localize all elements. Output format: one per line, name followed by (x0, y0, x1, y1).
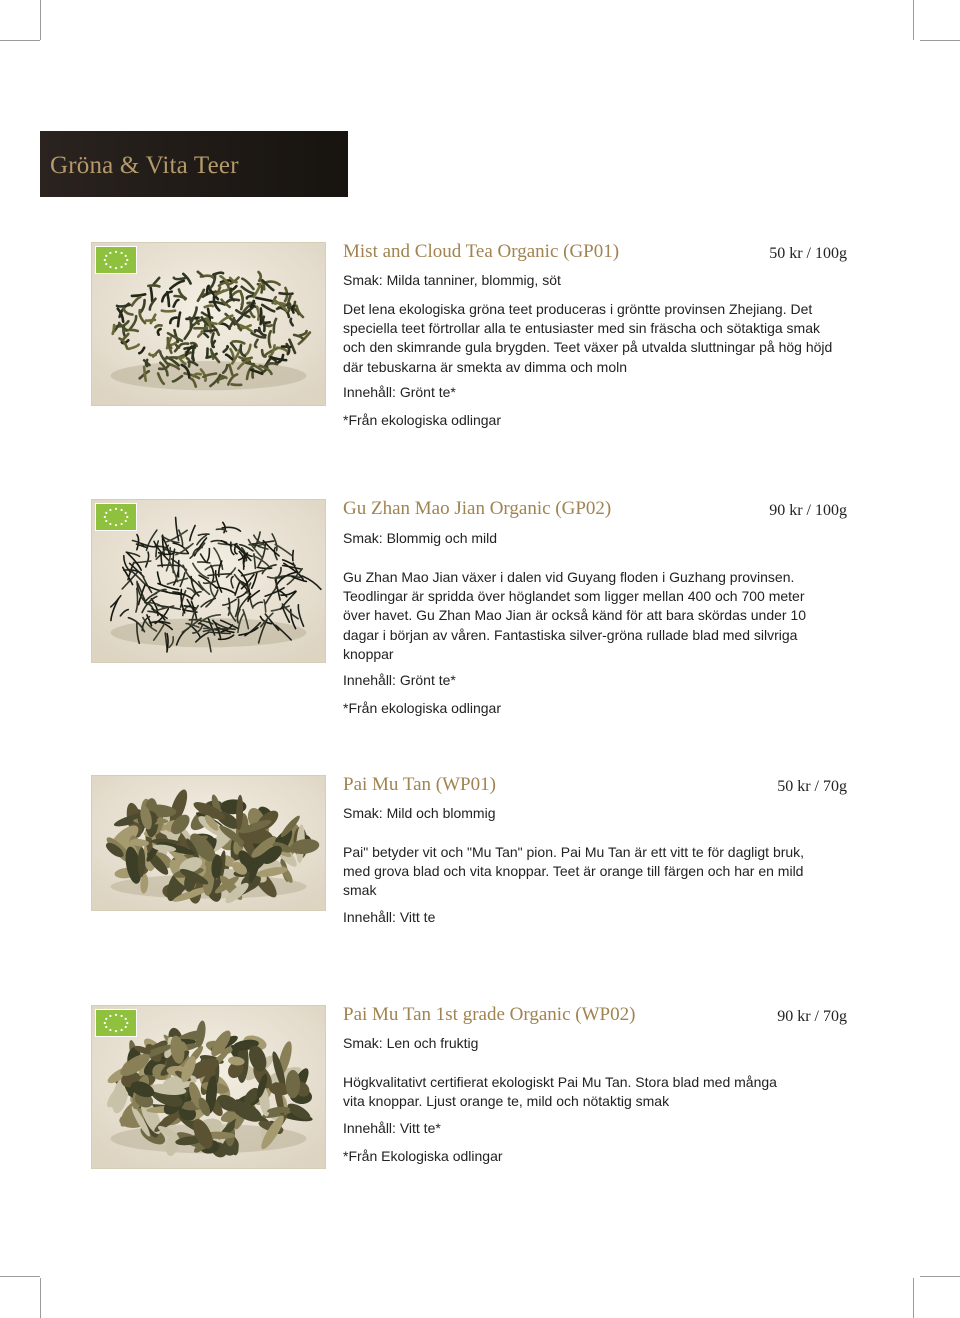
description-line: Teodlingar är spridda över höglandet som ligger mellan 400 och 700 meter (343, 588, 805, 605)
product-description (343, 568, 863, 664)
description-line: vita knoppar. Ljust orange te, mild och nötaktig smak (343, 1093, 670, 1110)
description-line: dagar i början av våren. Fantastiska silver-gröna rullade blad med silvriga (343, 626, 798, 643)
organic-note: *Från ekologiska odlingar (343, 412, 501, 428)
product-title: Pai Mu Tan (WP01) (343, 774, 496, 795)
product-price: 90 kr / 70g (777, 1008, 847, 1025)
description-line: där tebuskarna är smekta av dimma och moln (343, 358, 628, 375)
crop-mark (0, 40, 40, 41)
product-taste: Smak: Len och fruktig (343, 1035, 479, 1051)
product-price: 50 kr / 100g (769, 245, 847, 262)
eu-organic-leaf-icon (95, 1009, 137, 1037)
description-line: och den skimrande gula brygden. Teet växer på utvalda sluttningar på hög höjd (343, 339, 833, 356)
product-price: 90 kr / 100g (769, 502, 847, 519)
product-photo (91, 242, 326, 406)
crop-mark (913, 0, 914, 40)
product-description (343, 1073, 863, 1111)
organic-note: *Från Ekologiska odlingar (343, 1148, 503, 1164)
description-line: speciella teet förtrollar alla te entusiaster med sin fräscha och sötaktiga smak (343, 320, 821, 337)
product-contents: Innehåll: Vitt te (343, 909, 436, 925)
description-line: över havet. Gu Zhan Mao Jian är också känd för att bara skördas under 10 (343, 607, 807, 624)
product-title: Mist and Cloud Tea Organic (GP01) (343, 241, 620, 262)
eu-organic-leaf-icon (95, 246, 137, 274)
product-photo (91, 499, 326, 663)
description-line: Högkvalitativt certifierat ekologiskt Pai Mu Tan. Stora blad med många (343, 1074, 777, 1090)
description-line: smak (343, 882, 377, 899)
description-line: med grova blad och vita knoppar. Teet är orange till färgen och har en mild (343, 863, 804, 880)
crop-mark (913, 1278, 914, 1318)
organic-note: *Från ekologiska odlingar (343, 700, 501, 716)
crop-mark (40, 1278, 41, 1318)
product-title: Gu Zhan Mao Jian Organic (GP02) (343, 498, 612, 519)
crop-mark (920, 1276, 960, 1277)
product-description (343, 300, 863, 377)
product-taste: Smak: Milda tanniner, blommig, söt (343, 272, 561, 288)
product-taste: Smak: Blommig och mild (343, 530, 498, 546)
description-line: Pai" betyder vit och "Mu Tan" pion. Pai Mu Tan är ett vitt te för dagligt bruk, (343, 844, 805, 860)
crop-mark (920, 40, 960, 41)
eu-organic-leaf-icon (95, 503, 137, 531)
product-photo (91, 1005, 326, 1169)
crop-mark (0, 1276, 40, 1277)
product-contents: Innehåll: Grönt te* (343, 672, 456, 688)
product-title: Pai Mu Tan 1st grade Organic (WP02) (343, 1004, 636, 1025)
description-line: Gu Zhan Mao Jian växer i dalen vid Guyang floden i Guzhang provinsen. (343, 569, 795, 585)
description-line: knoppar (343, 645, 394, 662)
product-description (343, 843, 863, 901)
product-contents: Innehåll: Vitt te* (343, 1120, 441, 1136)
product-taste: Smak: Mild och blommig (343, 805, 496, 821)
product-photo (91, 775, 326, 911)
description-line: Det lena ekologiska gröna teet produceras i gröntte provinsen Zhejiang. Det (343, 301, 813, 317)
product-contents: Innehåll: Grönt te* (343, 384, 456, 400)
product-price: 50 kr / 70g (777, 778, 847, 795)
crop-mark (40, 0, 41, 40)
section-title: Gröna & Vita Teer (50, 152, 239, 179)
